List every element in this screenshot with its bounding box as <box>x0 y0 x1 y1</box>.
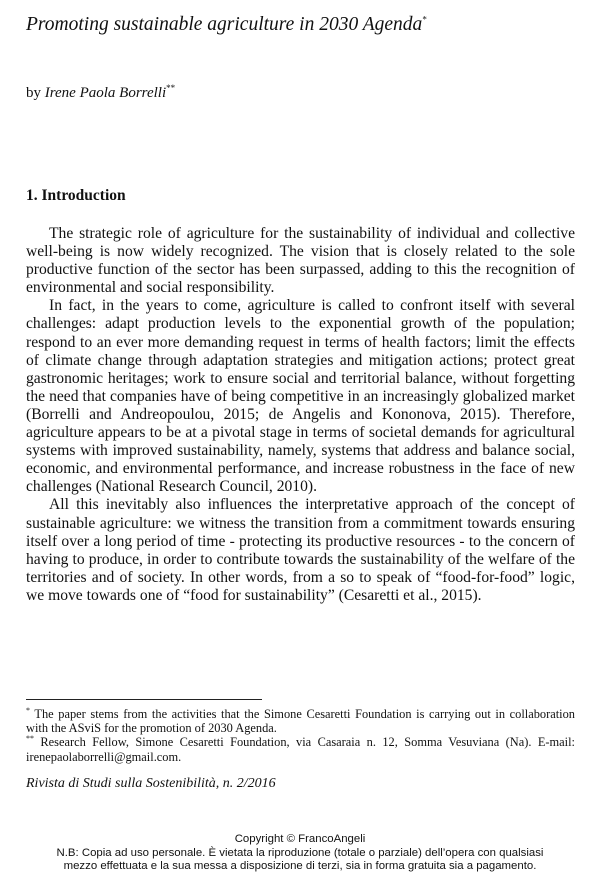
paragraph: In fact, in the years to come, agriculture is called to confront itself with several challenges: adapt production levels to the exponential growth of the population; respond to an ever more demanding request in terms of health factors; limit the effects of climate change through adaptation strategies and mitigation actions; protect great gastronomic heritages; work to ensure social and territorial balance, without forgetting the need that companies have of being competitive in an increasingly globalized market (Borrelli and Andreopoulou, 2015; de Angelis and Kononova, 2015). Therefore, agriculture appears to be at a pivotal stage in terms of societal demands for agricultural systems with improved sustainability, namely, systems that address and balance social, economic, and environmental performance, and increase robustness in the face of new challenges (National Research Council, 2010). <box>26 297 575 496</box>
footnote-mark: ** <box>26 734 34 744</box>
paper-title <box>26 14 427 36</box>
copyright-line: Copyright © FrancoAngeli <box>234 833 366 845</box>
journal-citation: Rivista di Studi sulla Sostenibilità, n. 2/2016 <box>26 776 276 791</box>
body-text <box>26 225 575 605</box>
paragraph: All this inevitably also influences the interpretative approach of the concept of sustainable agriculture: we witness the transition from a commitment towards ensuring itself over a long period of time - protecting its productive resources - to the concern of having to produce, in order to contribute towards the sustainability of the welfare of the territories and of society. In other words, from a so to speak of “food-for-food” logic, we move towards one of “food for sustainability” (Cesaretti et al., 2015). <box>26 496 575 604</box>
copyright-line: mezzo effettuata e la sua messa a disposizione di terzi, sia in forma gratuita sia a pagamento. <box>63 860 537 873</box>
copyright-notice <box>0 833 600 874</box>
footnotes <box>26 707 575 764</box>
paragraph: The strategic role of agriculture for the sustainability of individual and collective well-being is now widely recognized. The vision that is closely related to the sole productive function of the sector has been surpassed, adding to this the recognition of environmental and social responsibility. <box>26 225 575 297</box>
copyright-line: N.B: Copia ad uso personale. È vietata la riproduzione (totale o parziale) dell’opera con qualsiasi <box>56 846 544 859</box>
footnote <box>26 707 575 735</box>
byline <box>26 85 175 102</box>
footnote-text: The paper stems from the activities that the Simone Cesaretti Foundation is carrying out in collaboration with the ASviS for the promotion of 2030 Agenda. <box>26 707 575 736</box>
title-footnote-mark: * <box>422 14 427 25</box>
footnote-mark: * <box>26 705 30 715</box>
footnote-text: Research Fellow, Simone Cesaretti Foundation, via Casaraia n. 12, Somma Vesuviana (Na). E-mail: irenepaolaborrelli@gmail.com. <box>26 735 575 764</box>
author-footnote-mark: ** <box>166 83 176 93</box>
section-heading: 1. Introduction <box>26 187 126 204</box>
byline-prefix: by <box>26 85 45 101</box>
footnote <box>26 735 575 763</box>
author-name: Irene Paola Borrelli <box>44 85 167 101</box>
footnote-divider <box>26 699 262 700</box>
paper-title-text: Promoting sustainable agriculture in 2030 Agenda <box>26 14 423 35</box>
